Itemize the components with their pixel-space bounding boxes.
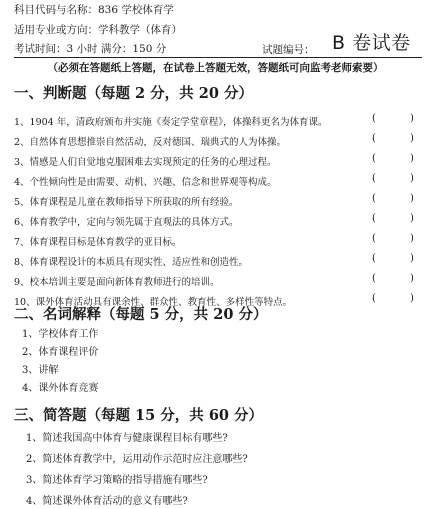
question-row: 1、1904 年，清政府颁布并实施《奏定学堂章程》，体操科更名为体育课。 (14, 117, 328, 128)
question-row: 7、体育课程目标是体育教学的亚目标。 (14, 237, 182, 248)
question-row: 9、校本培训主要是面向新体育教师进行的培训。 (14, 277, 220, 288)
answer-paren-open: ( (372, 253, 376, 264)
subject-line: 科目代码与名称：836 学校体育学 (14, 4, 174, 16)
answer-paren-open: ( (372, 273, 376, 284)
major-line: 适用专业或方向：学科教学（体育） (14, 24, 182, 36)
question-row: 2、自然体育思想推崇自然活动，反对德国、瑞典式的人为体操。 (14, 137, 287, 148)
volume-label: B 卷试卷 (332, 32, 411, 54)
question-row: 8、体育课程设计的本质具有现实性、适应性和创造性。 (14, 257, 249, 268)
answer-paren-close: ) (410, 133, 414, 144)
answer-paren-close: ) (410, 253, 414, 264)
section-title-true-false: 一、判断题（每题 2 分，共 20 分） (14, 85, 253, 102)
question-row: 3、情感是人们自觉地克服困难去实现预定的任务的心理过程。 (14, 157, 277, 168)
question-row: 10、课外体育活动具有课余性、群众性、教育性、多样性等特点。 (14, 297, 293, 308)
answer-paren-close: ) (410, 113, 414, 124)
answer-paren-close: ) (410, 273, 414, 284)
answer-notice: （必须在答题纸上答题，在试卷上答题无效，答题纸可向监考老师索要） (47, 62, 384, 74)
answer-paren-open: ( (372, 133, 376, 144)
short-answer-item: 4、简述课外体育活动的意义有哪些? (26, 496, 188, 507)
definition-item: 3、讲解 (22, 365, 59, 376)
exam-id-label: 试题编号： (262, 44, 315, 56)
short-answer-item: 3、简述体育学习策略的指导措施有哪些? (26, 475, 208, 486)
answer-paren-open: ( (372, 233, 376, 244)
definition-item: 1、学校体育工作 (22, 329, 99, 340)
question-row: 5、体育课程是儿童在教师指导下所获取的所有经验。 (14, 197, 239, 208)
answer-paren-close: ) (410, 293, 414, 304)
header-divider (14, 57, 422, 58)
answer-paren-close: ) (410, 193, 414, 204)
definition-item: 4、课外体育竞赛 (22, 383, 99, 394)
section-title-short-answer: 三、简答题（每题 15 分，共 60 分） (14, 407, 264, 424)
short-answer-item: 2、简述体育教学中，运用动作示范时应注意哪些? (26, 454, 248, 465)
answer-paren-close: ) (410, 173, 414, 184)
time-line: 考试时间：3 小时 满分：150 分 (14, 43, 167, 55)
definition-item: 2、体育课程评价 (22, 347, 99, 358)
question-row: 4、个性倾向性是由需要、动机、兴趣、信念和世界观等构成。 (14, 177, 277, 188)
answer-paren-open: ( (372, 193, 376, 204)
section-title-definitions: 二、名词解释（每题 5 分，共 20 分） (14, 306, 268, 323)
answer-paren-close: ) (410, 153, 414, 164)
answer-paren-open: ( (372, 173, 376, 184)
answer-paren-close: ) (410, 233, 414, 244)
answer-paren-open: ( (372, 293, 376, 304)
answer-paren-open: ( (372, 113, 376, 124)
answer-paren-close: ) (410, 213, 414, 224)
short-answer-item: 1、简述我国高中体育与健康课程目标有哪些? (26, 433, 228, 444)
question-row: 6、体育教学中，定向与领先属于直观法的具体方式。 (14, 217, 239, 228)
answer-paren-open: ( (372, 213, 376, 224)
answer-paren-open: ( (372, 153, 376, 164)
